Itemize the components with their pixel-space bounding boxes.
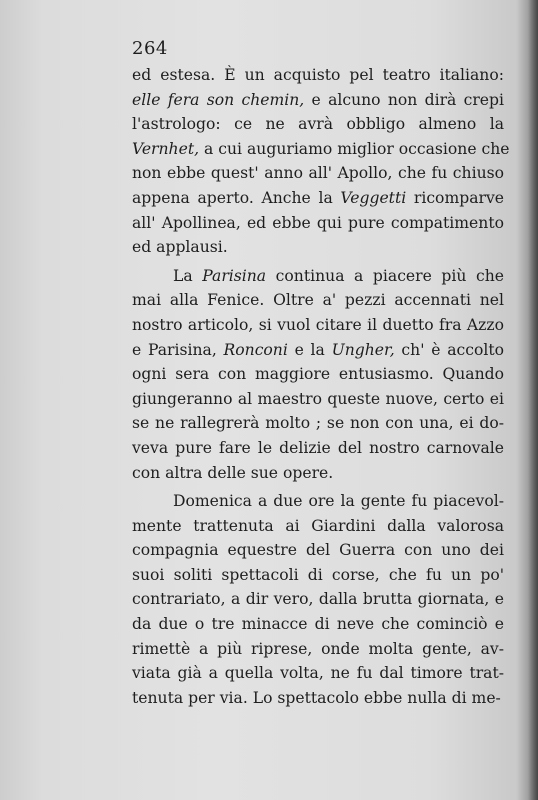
text-segment: compagnia equestre del Guerra con uno dei [132, 541, 504, 560]
text-segment: contrariato, a dir vero, dalla brutta giornata, e [132, 590, 504, 609]
text-segment: a cui auguriamo miglior occasione che [199, 139, 510, 158]
text-segment: all' Apollinea, ed ebbe qui pure compatimento [132, 213, 504, 232]
italic-name: elle fera son chemin, [132, 90, 305, 109]
text-segment: mente trattenuta ai Giardini dalla valorosa [132, 516, 504, 535]
paragraph [132, 264, 504, 485]
text-line [132, 63, 504, 88]
text-segment: appena aperto. Anche la [132, 188, 341, 207]
italic-name: Parisina [202, 266, 267, 285]
text-segment: viata già a quella volta, ne fu dal timore trat- [132, 664, 504, 683]
text-line [132, 161, 504, 186]
text-segment: veva pure fare le delizie del nostro carnovale [132, 438, 504, 457]
page-number: 264 [132, 38, 168, 59]
text-line [132, 313, 504, 338]
text-segment: Domenica a due ore la gente fu piacevol- [173, 492, 504, 511]
text-segment: nostro articolo, si vuol citare il duetto fra Azzo [132, 315, 504, 334]
text-segment: e Parisina, [132, 340, 224, 359]
text-segment: rimettè a più riprese, onde molta gente, av- [132, 639, 504, 658]
text-line [132, 186, 504, 211]
text-line [132, 288, 504, 313]
text-segment: continua a piacere più che [266, 266, 505, 285]
paragraph [132, 63, 510, 260]
text-line [132, 264, 504, 289]
text-line [132, 514, 504, 539]
text-line [132, 112, 504, 137]
text-line [132, 637, 504, 662]
text-line [132, 362, 504, 387]
text-line [132, 387, 504, 412]
italic-name: Vernhet, [132, 139, 200, 158]
text-segment: non ebbe quest' anno all' Apollo, che fu chiuso [132, 164, 504, 183]
text-segment: mai alla Fenice. Oltre a' pezzi accennati nel [132, 291, 504, 310]
text-line [132, 587, 504, 612]
text-segment: con altra delle sue opere. [132, 463, 334, 482]
text-segment: l'astrologo: ce ne avrà obbligo almeno la [132, 115, 504, 134]
text-line [132, 563, 504, 588]
italic-name: Ronconi [223, 340, 288, 359]
text-segment: se ne rallegrerà molto ; se non con una, ei do- [132, 414, 504, 433]
page-edge-shadow [528, 0, 538, 800]
text-line [132, 612, 504, 637]
italic-name: Veggetti [340, 188, 407, 207]
body-text [132, 63, 510, 710]
text-segment: e la [287, 340, 332, 359]
text-segment: ed estesa. È un acquisto pel teatro italiano: [132, 66, 504, 84]
text-line [132, 211, 504, 236]
text-line [132, 436, 504, 461]
text-segment: suoi soliti spettacoli di corse, che fu un po' [132, 565, 504, 584]
text-line [132, 661, 504, 686]
text-line [132, 88, 504, 113]
text-segment: tenuta per via. Lo spettacolo ebbe nulla di me- [132, 688, 501, 707]
text-segment: giungeranno al maestro queste nuove, certo ei [132, 389, 504, 408]
text-line [132, 338, 504, 363]
text-segment: ch' è accolto [394, 340, 504, 359]
text-segment: e alcuno non dirà crepi [304, 90, 505, 109]
text-segment: ed applausi. [132, 238, 228, 257]
text-line [132, 411, 504, 436]
text-segment: ricomparve [406, 188, 504, 207]
text-segment: ogni sera con maggiore entusiasmo. Quando [132, 365, 504, 384]
text-segment: La [173, 266, 203, 285]
text-line [132, 489, 504, 514]
text-line [132, 538, 504, 563]
text-line [132, 235, 504, 260]
paragraph [132, 489, 504, 710]
text-line [132, 137, 510, 162]
text-line [132, 686, 504, 711]
italic-name: Ungher, [331, 340, 395, 359]
text-line [132, 461, 504, 486]
text-segment: da due o tre minacce di neve che cominciò e [132, 615, 504, 634]
